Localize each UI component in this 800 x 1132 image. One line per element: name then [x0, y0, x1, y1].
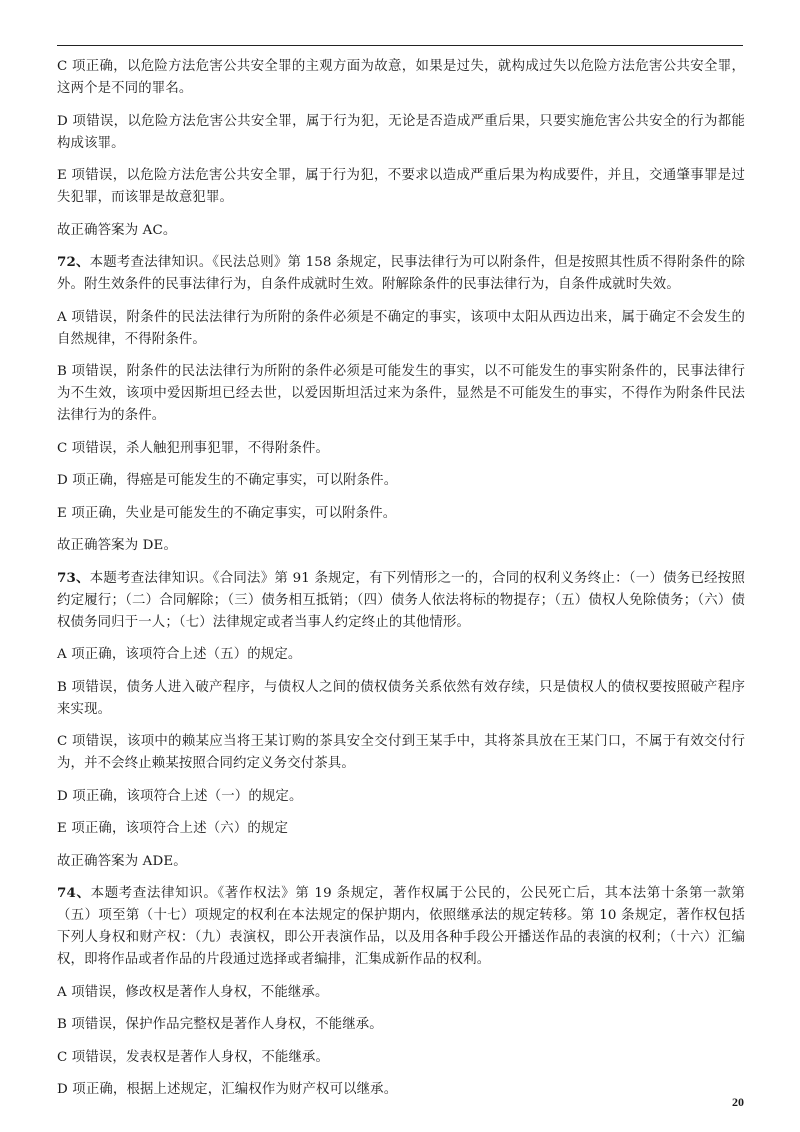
paragraph: B 项错误，附条件的民法法律行为所附的条件必须是可能发生的事实，以不可能发生的事实附条件的，民事法律行为不生效，该项中爱因斯坦已经去世，以爱因斯坦活过来为条件，显然是不可能发生的事实，不得作为附条件民法法律行为的条件。 — [57, 364, 745, 423]
header-rule — [57, 45, 743, 46]
paragraph: D 项错误，以危险方法危害公共安全罪，属于行为犯，无论是否造成严重后果，只要实施危害公共安全的行为都能构成该罪。 — [57, 113, 745, 151]
paragraph: A 项正确，该项符合上述（五）的规定。 — [57, 647, 302, 662]
question-72: 72、本题考查法律知识。《民法总则》第 158 条规定，民事法律行为可以附条件，但是按照其性质不得附条件的除外。附生效条件的民事法律行为，自条件成就时生效。附解除条件的民事法律行为，自条件成就时失效。 — [57, 254, 745, 292]
paragraph: B 项错误，债务人进入破产程序，与债权人之间的债权债务关系依然有效存续，只是债权人的债权要按照破产程序来实现。 — [57, 679, 745, 717]
answer-line: 故正确答案为 DE。 — [57, 538, 178, 553]
paragraph: A 项错误，附条件的民法法律行为所附的条件必须是不确定的事实，该项中太阳从西边出来，属于确定不会发生的自然规律，不得附条件。 — [57, 309, 745, 347]
question-number: 72、 — [57, 254, 90, 270]
question-number: 73、 — [57, 569, 90, 586]
paragraph: E 项正确，该项符合上述（六）的规定 — [57, 821, 288, 836]
paragraph: C 项正确，以危险方法危害公共安全罪的主观方面为故意，如果是过失，就构成过失以危险方法危害公共安全罪，这两个是不同的罪名。 — [57, 59, 745, 96]
paragraph: D 项正确，该项符合上述（一）的规定。 — [57, 788, 303, 804]
question-number: 74、 — [57, 885, 91, 901]
paragraph: E 项正确，失业是可能发生的不确定事实，可以附条件。 — [57, 505, 397, 521]
paragraph: E 项错误，以危险方法危害公共安全罪，属于行为犯，不要求以造成严重后果为构成要件，并且，交通肇事罪是过失犯罪，而该罪是故意犯罪。 — [57, 168, 745, 205]
answer-line: 故正确答案为 ADE。 — [57, 853, 187, 869]
paragraph: D 项正确，得癌是可能发生的不确定事实，可以附条件。 — [57, 473, 398, 488]
paragraph: B 项错误，保护作品完整权是著作人身权，不能继承。 — [57, 1017, 383, 1032]
paragraph: A 项错误，修改权是著作人身权，不能继承。 — [57, 984, 329, 1000]
question-73: 73、本题考查法律知识。《合同法》第 91 条规定，有下列情形之一的，合同的权利义务终止：（一）债务已经按照约定履行；（二）合同解除；（三）债务相互抵销；（四）债务人依法将标的物提存；（五）债权人免除债务；（六）债权债务同归于一人；（七）法律规定或者当事人约定终止的其他情形。 — [57, 569, 745, 630]
paragraph: D 项正确，根据上述规定，汇编权作为财产权可以继承。 — [57, 1082, 398, 1097]
question-74: 74、本题考查法律知识。《著作权法》第 19 条规定，著作权属于公民的，公民死亡后，其本法第十条第一款第（五）项至第（十七）项规定的权利在本法规定的保护期内，依照继承法的规定转移。第 10 条规定，著作权包括下列人身权和财产权：（九）表演权，即公开表演作品，以及用各种手段公开播送作品的表演的权利；（十六）汇编权，即将作品或者作品的片段通过选择或者编排，汇集成新作品的权利。 — [57, 885, 745, 967]
document-body — [57, 55, 745, 1111]
paragraph: C 项错误，杀人触犯刑事犯罪，不得附条件。 — [57, 440, 330, 456]
paragraph: C 项错误，该项中的赖某应当将王某订购的茶具安全交付到王某手中，其将茶具放在王某门口，不属于有效交付行为，并不会终止赖某按照合同约定义务交付茶具。 — [57, 734, 745, 771]
page-number: 20 — [732, 1095, 744, 1109]
answer-line: 故正确答案为 AC。 — [57, 222, 177, 238]
paragraph: C 项错误，发表权是著作人身权，不能继承。 — [57, 1049, 330, 1065]
